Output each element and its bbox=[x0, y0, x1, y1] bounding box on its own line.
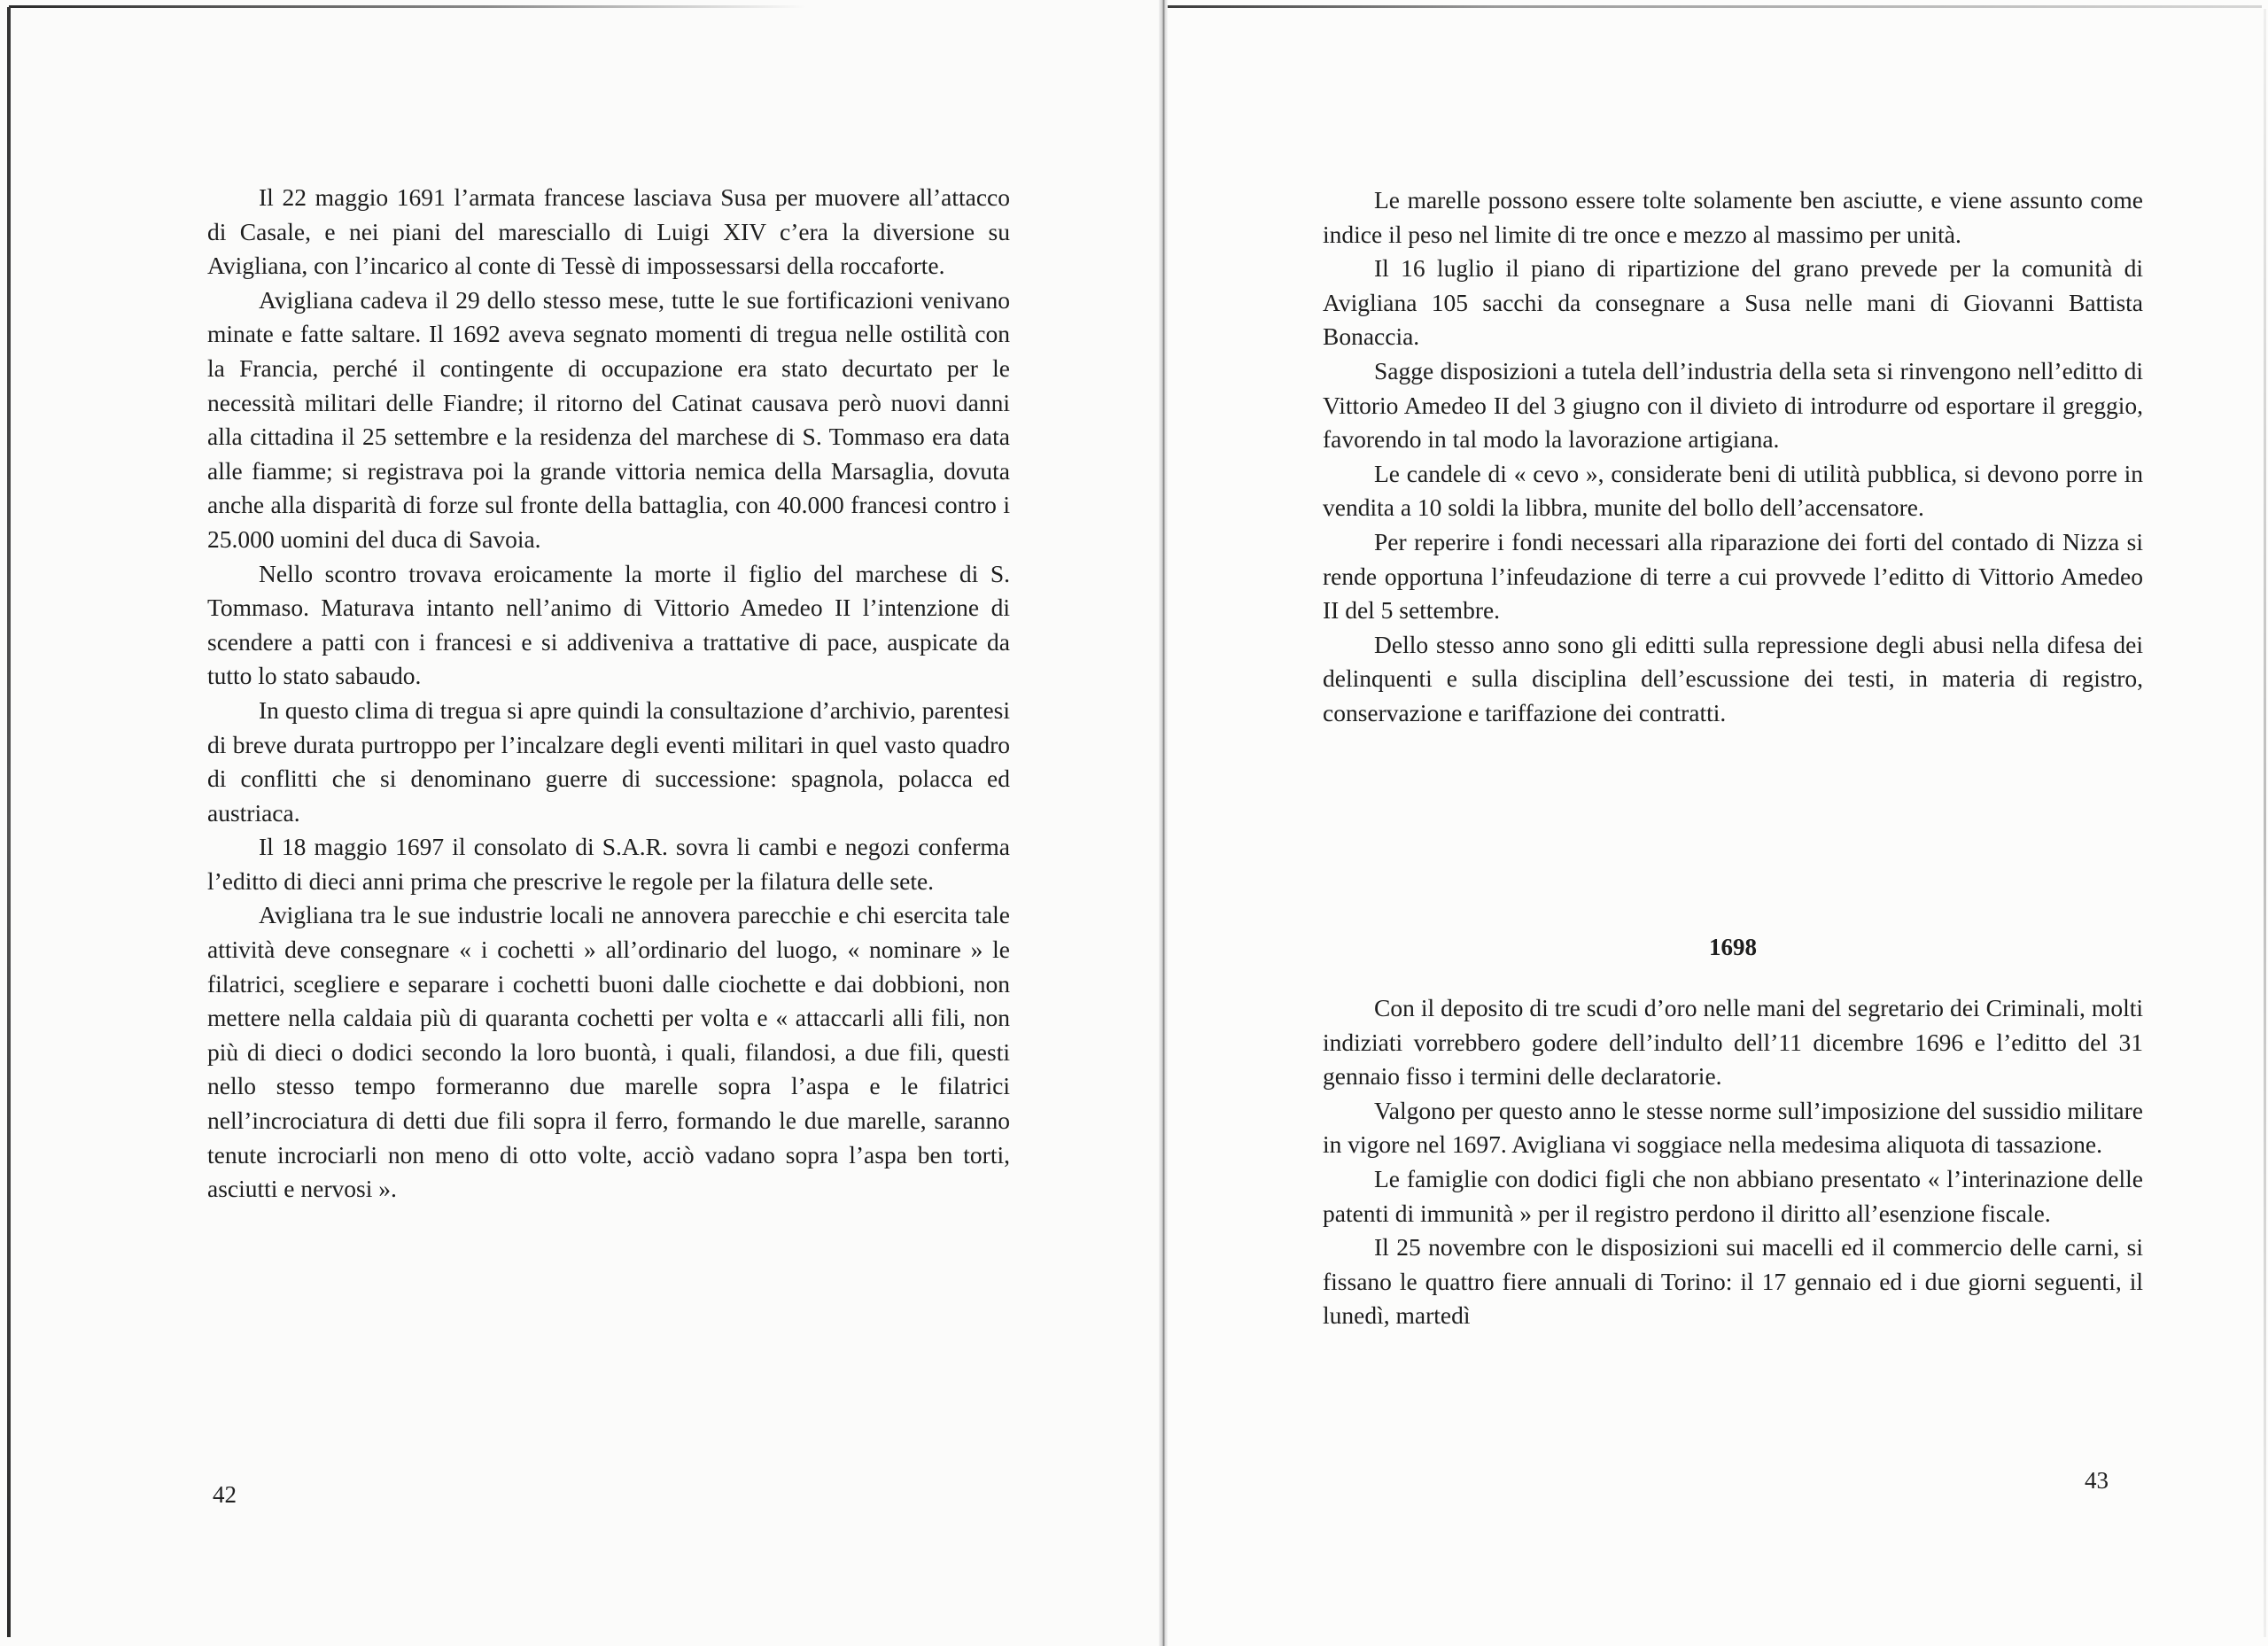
scan-edge-top-left bbox=[9, 5, 806, 8]
paragraph: Il 18 maggio 1697 il consolato di S.A.R. sovra li cambi e negozi conferma l’editto di dieci anni prima che prescrive le regole per la filatura delle sete. bbox=[207, 833, 1010, 895]
paragraph: Con il deposito di tre scudi d’oro nelle mani del segretario dei Criminali, molti indiziati vorrebbero godere dell’indulto dell’11 dicembre 1696 e l’editto del 31 gennaio fisso i termini delle declaratorie. bbox=[1323, 994, 2143, 1091]
paragraph: Il 25 novembre con le disposizioni sui macelli ed il commercio delle carni, si fissano le quattro fiere annuali di Torino: il 17 gennaio ed i due giorni seguenti, il lunedì, martedì bbox=[1323, 1233, 2143, 1330]
right-page-text-bottom bbox=[1323, 991, 2143, 1333]
book-gutter bbox=[1159, 0, 1168, 1646]
scan-edge-left bbox=[7, 7, 11, 1637]
scan-edge-right bbox=[2264, 9, 2266, 1637]
paragraph: Per reperire i fondi necessari alla riparazione dei forti del contado di Nizza si rende opportuna l’infeudazione di terre a cui provvede l’editto di Vittorio Amedeo II del 5 settembre. bbox=[1323, 527, 2143, 625]
paragraph: Avigliana tra le sue industrie locali ne annovera parecchie e chi esercita tale attività deve consegnare « i cochetti » all’ordinario del luogo, « nominare » le filatrici, scegliere e separare i cochetti buoni dalle ciochette e dai dobbioni, non mettere nella caldaia più di quaranta cochetti per volta e « attaccarli alli fili, non più di dieci o dodici secondo la loro buontà, i quali, filandosi, a due fili, questi nello stesso tempo formeranno due marelle sopra l’aspa e le filatrici nell’incrociatura di detti due fili sopra il ferro, formando le due marelle, saranno tenute incrociarli non meno di otto volte, acciò vadano sopra l’aspa ben torti, asciutti e nervosi ». bbox=[207, 901, 1010, 1203]
paragraph: Le candele di « cevo », considerate beni di utilità pubblica, si devono porre in vendita a 10 soldi la libbra, munite del bollo dell’accensatore. bbox=[1323, 459, 2143, 522]
paragraph: Le marelle possono essere tolte solamente ben asciutte, e viene assunto come indice il peso nel limite di tre once e mezzo al massimo per unità. bbox=[1323, 186, 2143, 248]
paragraph: Le famiglie con dodici figli che non abbiano presentato « l’interinazione delle patenti di immunità » per il registro perdono il diritto all’esenzione fiscale. bbox=[1323, 1164, 2143, 1227]
page-number-right: 43 bbox=[2085, 1467, 2109, 1494]
paragraph: Valgono per questo anno le stesse norme sull’imposizione del sussidio militare in vigore nel 1697. Avigliana vi soggiace nella medesima aliquota di tassazione. bbox=[1323, 1096, 2143, 1159]
right-page-text-top bbox=[1323, 183, 2143, 731]
year-heading: 1698 bbox=[1709, 934, 1757, 960]
paragraph: Il 22 maggio 1691 l’armata francese lasciava Susa per muovere all’attacco di Casale, e nei piani del maresciallo di Luigi XIV c’era la diversione su Avigliana, con l’incarico al conte di Tessè di impossessarsi della roccaforte. bbox=[207, 183, 1010, 280]
right-page bbox=[1163, 0, 2268, 1646]
paragraph: Nello scontro trovava eroicamente la morte il figlio del marchese di S. Tommaso. Maturava intanto nell’animo di Vittorio Amedeo II l’intenzione di scendere a patti con i francesi e si addiveniva a trattative di pace, auspicate da tutto lo stato sabaudo. bbox=[207, 559, 1010, 690]
paragraph: Sagge disposizioni a tutela dell’industria della seta si rinvengono nell’editto di Vittorio Amedeo II del 3 giugno con il divieto di introdurre od esportare il greggio, favorendo in tal modo la lavorazione artigiana. bbox=[1323, 356, 2143, 454]
paragraph: In questo clima di tregua si apre quindi la consultazione d’archivio, parentesi di breve durata purtroppo per l’incalzare degli eventi militari in quel vasto quadro di conflitti che si denominano guerre di successione: spagnola, polacca ed austriaca. bbox=[207, 695, 1010, 827]
paragraph: Dello stesso anno sono gli editti sulla repressione degli abusi nella difesa dei delinquenti e sulla disciplina dell’escussione dei testi, in materia di registro, conservazione e tariffazione dei contratti. bbox=[1323, 630, 2143, 726]
page-number-left: 42 bbox=[213, 1481, 237, 1508]
paragraph: Avigliana cadeva il 29 dello stesso mese, tutte le sue fortificazioni venivano minate e fatte saltare. Il 1692 aveva segnato momenti di tregua nelle ostilità con la Francia, perché il contingente di occupazione era stato decurtato per le necessità militari delle Fiandre; il ritorno del Catinat causava però nuovi danni alla cittadina il 25 settembre e la residenza del marchese di S. Tommaso era data alle fiamme; si registrava poi la grande vittoria nemica della Marsaglia, dovuta anche alla disparità di forze sul fronte della battaglia, con 40.000 francesi contro i 25.000 uomini del duca di Savoia. bbox=[207, 285, 1010, 553]
scan-edge-top-right bbox=[1168, 5, 2262, 8]
left-page-text bbox=[207, 181, 1010, 1207]
paragraph: Il 16 luglio il piano di ripartizione del grano prevede per la comunità di Avigliana 105 sacchi da consegnare a Susa nelle mani di Giovanni Battista Bonaccia. bbox=[1323, 254, 2143, 351]
